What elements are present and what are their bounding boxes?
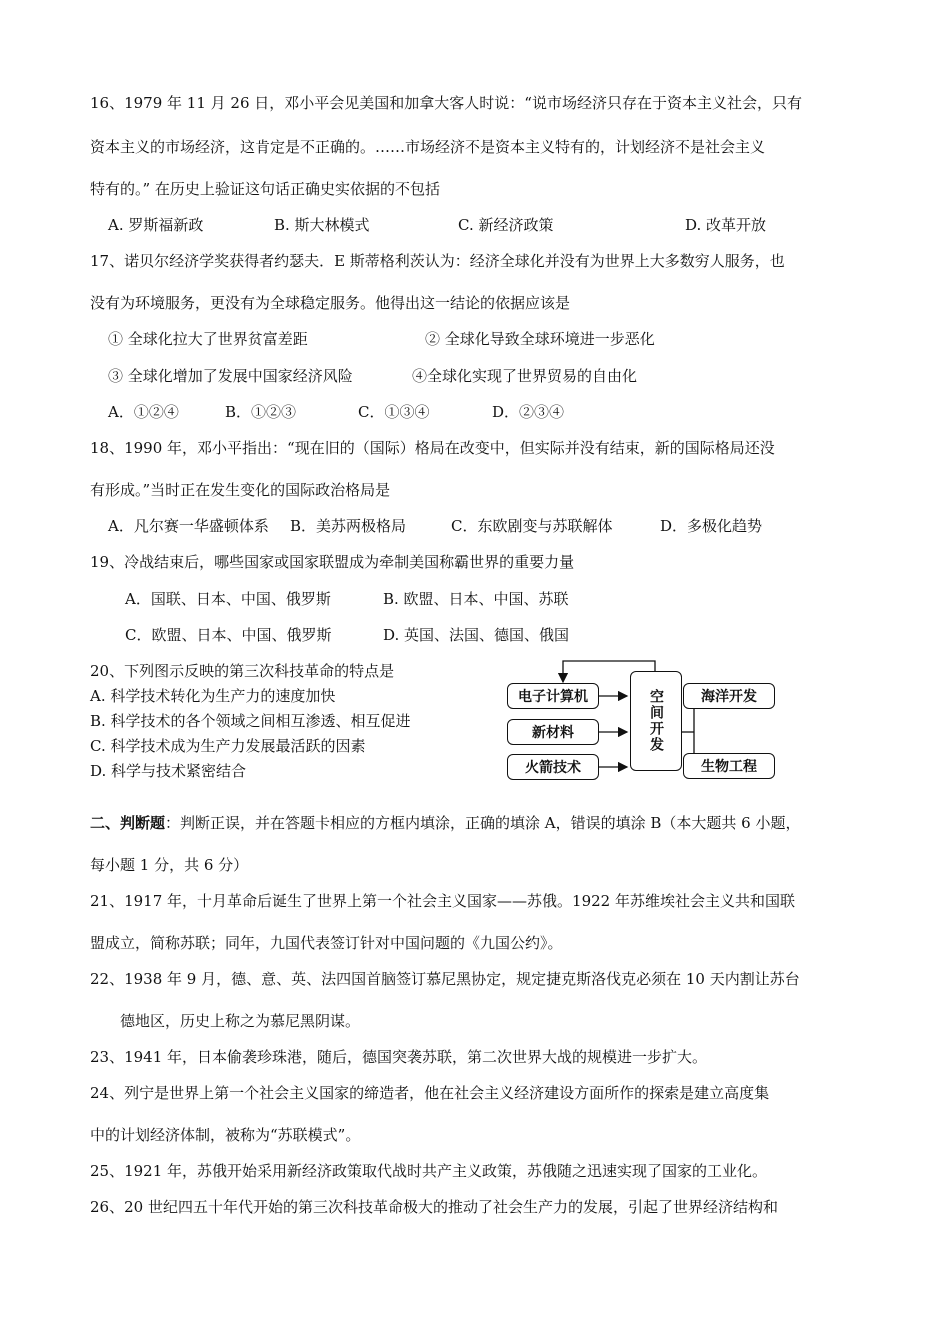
q26-line1: 26、20 世纪四五十年代开始的第三次科技革命极大的推动了社会生产力的发展，引起了世界经济结构和	[90, 1198, 778, 1216]
q19-option-d: D. 英国、法国、德国、俄国	[383, 626, 570, 644]
q19-option-c: C．欧盟、日本、中国、俄罗斯	[125, 626, 332, 644]
section2-title: 二、判断题	[90, 814, 166, 832]
q16-line1: 16、1979 年 11 月 26 日，邓小平会见美国和加拿大客人时说：“说市场经济只存在于资本主义社会，只有	[90, 94, 802, 112]
q17-option-d: D．②③④	[492, 403, 565, 421]
q16-option-c: C. 新经济政策	[458, 216, 554, 234]
q19-option-a: A．国联、日本、中国、俄罗斯	[125, 590, 331, 608]
q21-line1: 21、1917 年，十月革命后诞生了世界上第一个社会主义国家——苏俄。1922 年苏维埃社会主义共和国联	[90, 892, 795, 910]
diagram-box-new-materials: 新材料	[507, 719, 599, 745]
diagram-box-space: 空间开发	[630, 671, 682, 771]
q20-line1: 20、下列图示反映的第三次科技革命的特点是	[90, 662, 395, 680]
q17-item-2: ② 全球化导致全球环境进一步恶化	[425, 330, 655, 348]
section2-intro2: 每小题 1 分，共 6 分）	[90, 856, 249, 874]
section2-header	[90, 813, 801, 833]
q18-option-b: B．美苏两极格局	[290, 517, 407, 535]
q16-option-a: A. 罗斯福新政	[108, 216, 204, 234]
q22-line2: 德地区，历史上称之为慕尼黑阴谋。	[120, 1012, 361, 1030]
q18-option-a: A．凡尔赛一华盛顿体系	[108, 517, 269, 535]
q19-option-b: B. 欧盟、日本、中国、苏联	[383, 590, 569, 608]
q23-line1: 23、1941 年，日本偷袭珍珠港，随后，德国突袭苏联，第二次世界大战的规模进一步扩大。	[90, 1048, 708, 1066]
q20-option-d: D. 科学与技术紧密结合	[90, 762, 247, 780]
q18-line2: 有形成。”当时正在发生变化的国际政治格局是	[90, 481, 391, 499]
q17-item-1: ① 全球化拉大了世界贫富差距	[108, 330, 308, 348]
q17-option-b: B．①②③	[225, 403, 297, 421]
q24-line1: 24、列宁是世界上第一个社会主义国家的缔造者，他在社会主义经济建设方面所作的探索是建立高度集	[90, 1084, 770, 1102]
diagram-box-ocean: 海洋开发	[683, 683, 775, 709]
q20-option-a: A. 科学技术转化为生产力的速度加快	[90, 687, 336, 705]
q20-option-b: B. 科学技术的各个领域之间相互渗透、相互促进	[90, 712, 411, 730]
q18-option-d: D．多极化趋势	[660, 517, 763, 535]
q25-line1: 25、1921 年，苏俄开始采用新经济政策取代战时共产主义政策，苏俄随之迅速实现了国家的工业化。	[90, 1162, 768, 1180]
section2-intro: ：判断正误，并在答题卡相应的方框内填涂，正确的填涂 A，错误的填涂 B（本大题共 6 小题，	[165, 814, 801, 832]
diagram-box-computer: 电子计算机	[507, 683, 599, 709]
q16-line3: 特有的。” 在历史上验证这句话正确史实依据的不包括	[90, 180, 440, 198]
diagram-box-biotech: 生物工程	[683, 753, 775, 779]
q17-option-c: C．①③④	[358, 403, 430, 421]
q17-item-4: ④全球化实现了世界贸易的自由化	[412, 367, 638, 385]
q19-line1: 19、冷战结束后，哪些国家或国家联盟成为牵制美国称霸世界的重要力量	[90, 553, 575, 571]
q17-line1: 17、诺贝尔经济学奖获得者约瑟夫．E 斯蒂格利茨认为：经济全球化并没有为世界上大多数穷人服务，也	[90, 252, 785, 270]
q17-option-a: A．①②④	[108, 403, 179, 421]
q17-line2: 没有为环境服务，更没有为全球稳定服务。他得出这一结论的依据应该是	[90, 294, 571, 312]
q21-line2: 盟成立，简称苏联；同年，九国代表签订针对中国问题的《九国公约》。	[90, 934, 563, 952]
q16-line2: 资本主义的市场经济，这肯定是不正确的。……市场经济不是资本主义特有的，计划经济不是社会主义	[90, 138, 766, 156]
diagram-box-rocket: 火箭技术	[507, 754, 599, 780]
q22-line1: 22、1938 年 9 月，德、意、英、法四国首脑签订慕尼黑协定，规定捷克斯洛伐克必须在 10 天内割让苏台	[90, 970, 800, 988]
q17-item-3: ③ 全球化增加了发展中国家经济风险	[108, 367, 353, 385]
q24-line2: 中的计划经济体制，被称为“苏联模式”。	[90, 1126, 361, 1144]
q18-line1: 18、1990 年，邓小平指出：“现在旧的（国际）格局在改变中，但实际并没有结束，新的国际格局还没	[90, 439, 775, 457]
q20-option-c: C. 科学技术成为生产力发展最活跃的因素	[90, 737, 366, 755]
q18-option-c: C．东欧剧变与苏联解体	[451, 517, 613, 535]
q16-option-d: D. 改革开放	[685, 216, 767, 234]
q16-option-b: B. 斯大林模式	[274, 216, 370, 234]
